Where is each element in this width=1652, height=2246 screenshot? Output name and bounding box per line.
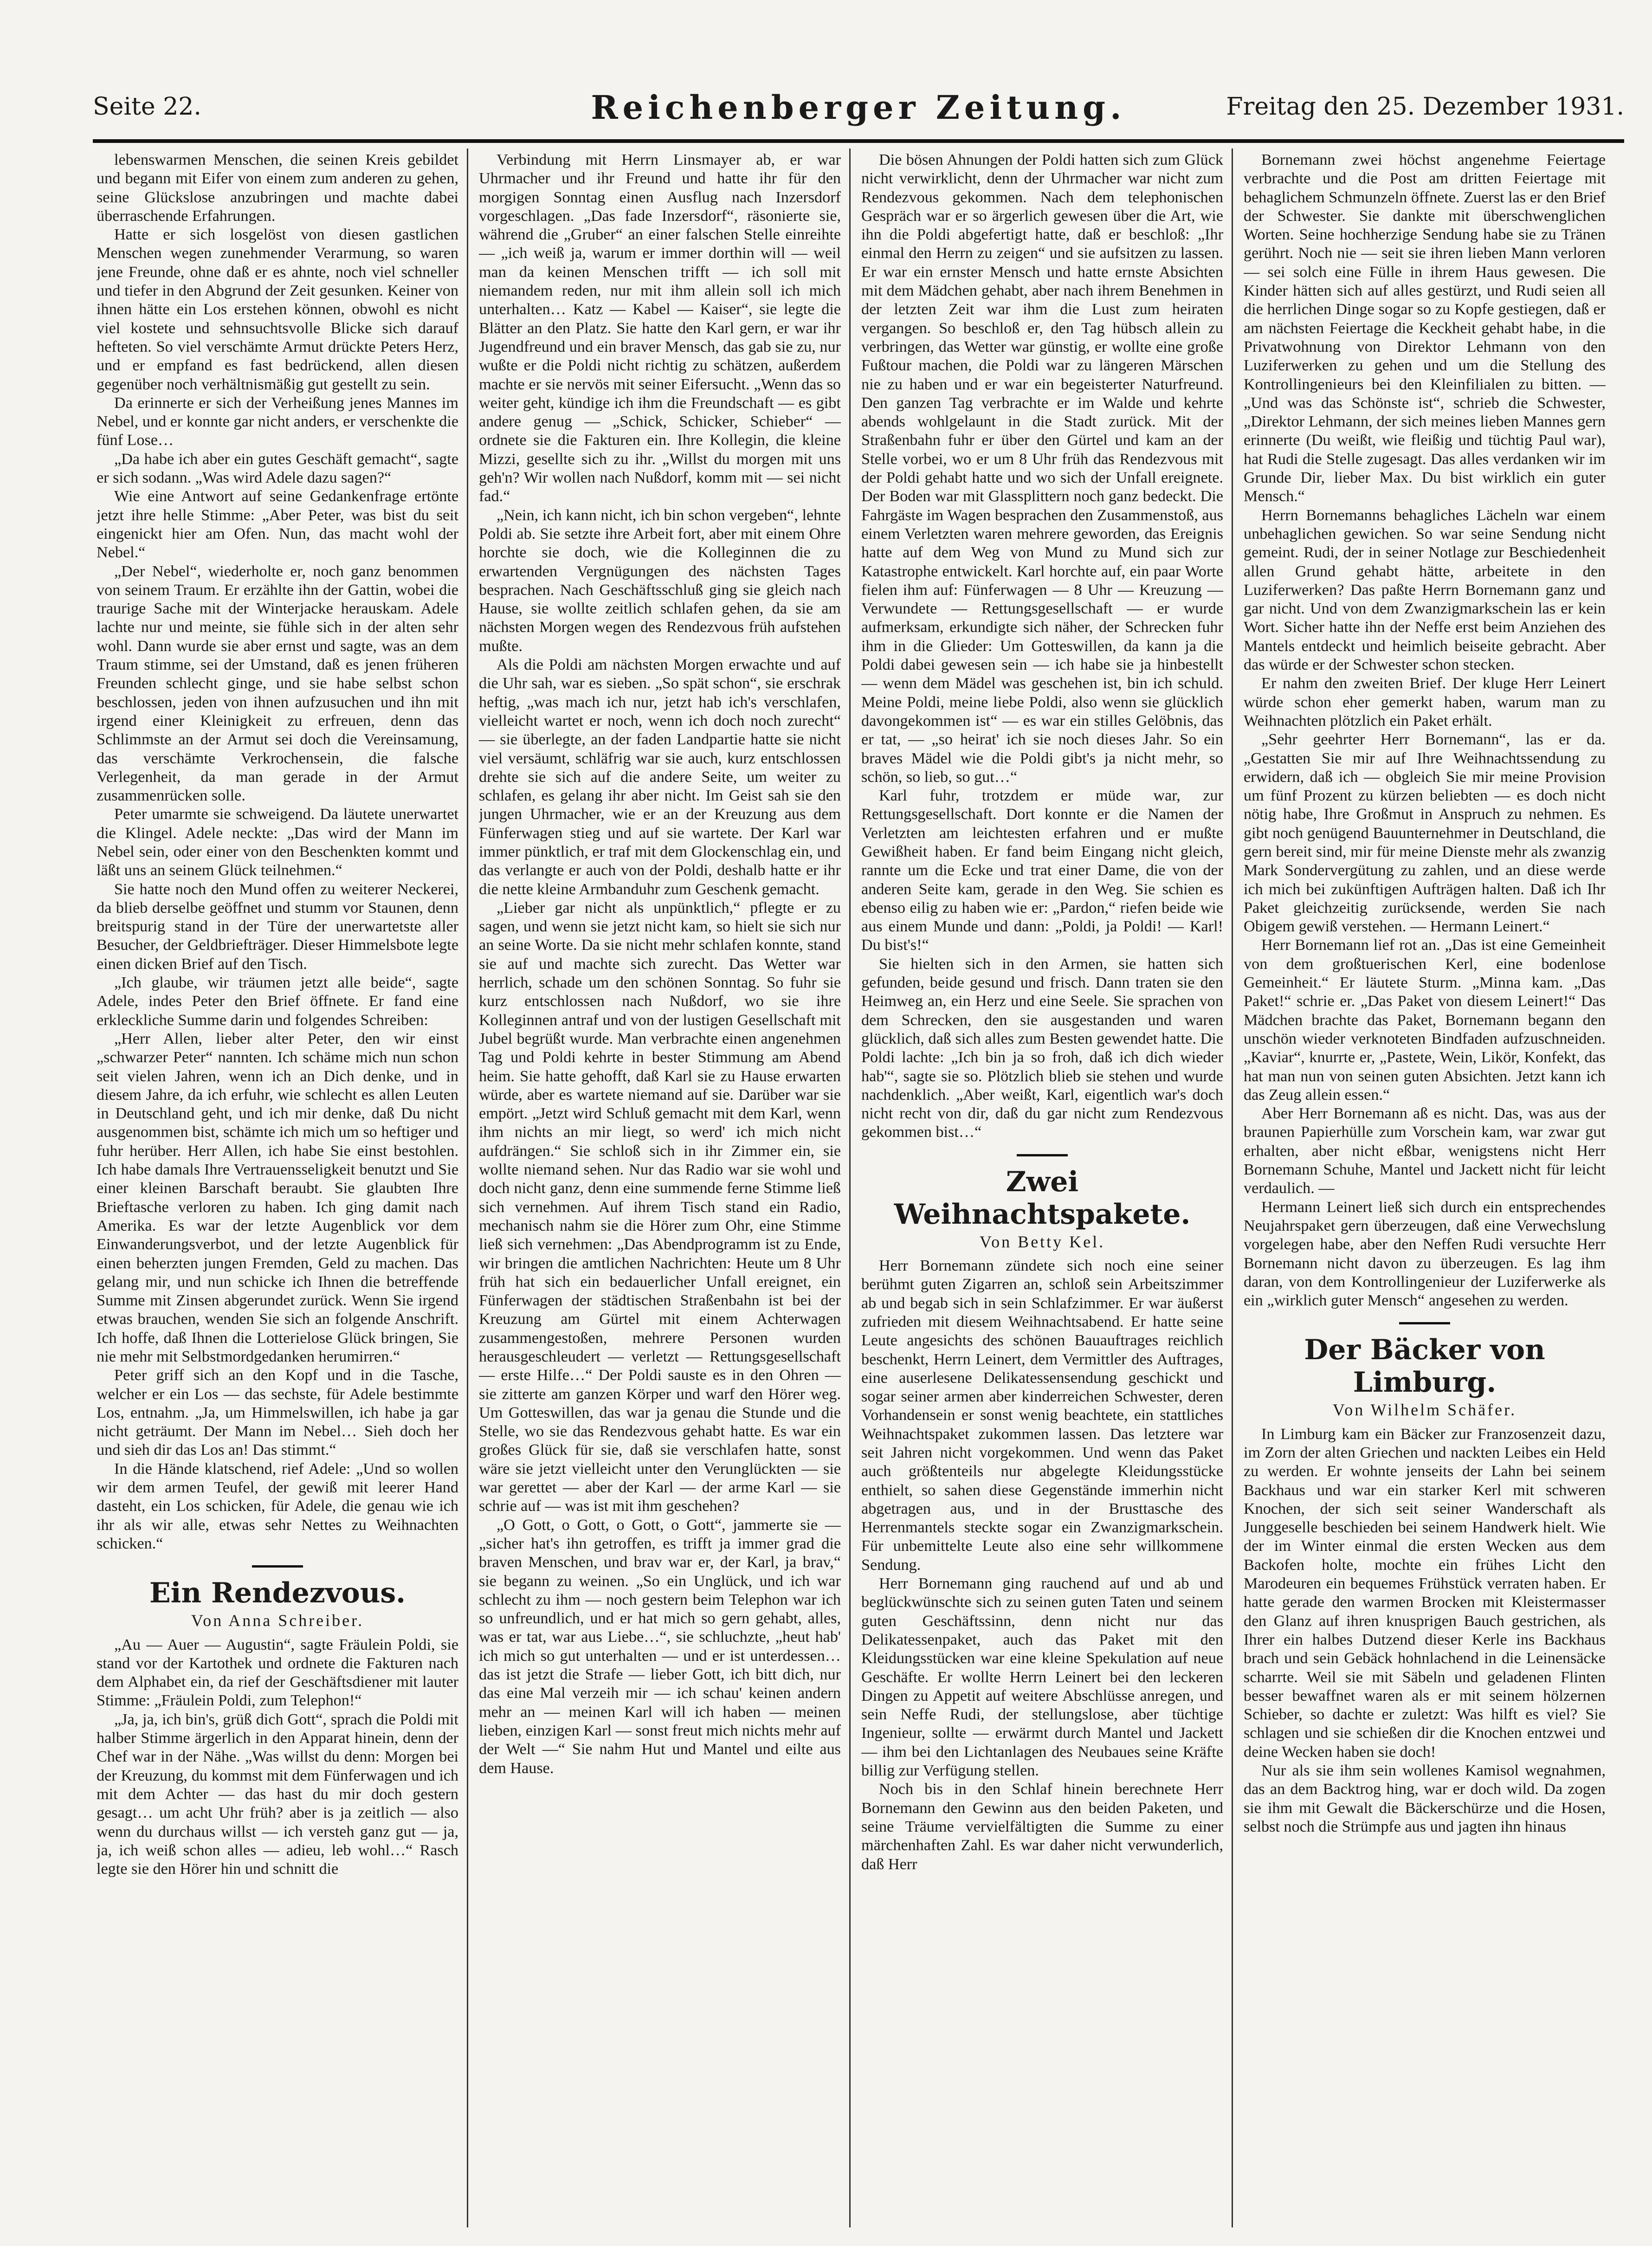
paragraph: „Da habe ich aber ein gutes Geschäft gemacht“, sagte er sich sodann. „Was wird Adele dazu sagen?“ — [97, 450, 458, 487]
paragraph: Sie hatte noch den Mund offen zu weiterer Neckerei, da blieb derselbe geöffnet und stumm vor Staunen, denn breitspurig stand in der Türe der unerwartetste aller Besucher, der Geldbriefträger. Dieser Himmelsbote legte einen dicken Brief auf den Tisch. — [97, 880, 458, 973]
column-4 — [1244, 151, 1606, 2225]
paragraph: Noch bis in den Schlaf hinein berechnete Herr Bornemann den Gewinn aus den beiden Paketen, und seine Träume vervielfältigten die Summe zu einer märchenhaften Zahl. Es war daher nicht verwunderlich, daß Herr — [861, 1781, 1223, 1873]
paragraph: „Nein, ich kann nicht, ich bin schon vergeben“, lehnte Poldi ab. Sie setzte ihre Arbeit fort, aber mit einem Ohre horchte sie doch, wie die Kolleginnen die zu erwartenden Vergnügungen des nächsten Tages besprachen. Nach Geschäftsschluß ging sie gleich nach Hause, sie wollte zeitlich schlafen gehen, da sie am nächsten Morgen wegen des Rendezvous früh aufstehen mußte. — [479, 506, 841, 655]
paragraph: Peter umarmte sie schweigend. Da läutete unerwartet die Klingel. Adele neckte: „Das wird der Mann im Nebel sein, oder einer von den Beschenkten kommt und läßt uns an seinem Glück teilnehmen.“ — [97, 806, 458, 879]
article-separator — [252, 1565, 303, 1568]
paragraph: Hatte er sich losgelöst von diesen gastlichen Menschen wegen zunehmender Verarmung, so waren jene Freunde, ohne daß er es ahnte, noch viel schneller und tiefer in den Abgrund der Zeit gesunken. Keiner von ihnen hätte ein Los erstehen können, obwohl es nicht viel kostete und sehnsuchtsvolle Blicke sich darauf hefteten. So viel verschämte Armut drückte Peters Herz, und er empfand es fast bedrückend, allen diesen gegenüber noch verhältnismäßig gut gestellt zu sein. — [97, 226, 458, 393]
column-2 — [479, 151, 841, 2225]
paragraph: Hermann Leinert ließ sich durch ein entsprechendes Neujahrspaket gern überzeugen, daß eine Verwechslung vorgelegen habe, aber den Neffen Rudi versuchte Herr Bornemann nicht davon zu überzeugen. Es lag ihm daran, von dem Kontrollingenieur der Luziferwerke als ein „wirklich guter Mensch“ angesehen zu werden. — [1244, 1198, 1606, 1310]
paragraph: Als die Poldi am nächsten Morgen erwachte und auf die Uhr sah, war es sieben. „So spät schon“, sie erschrak heftig, „was mach ich nur, jetzt hab ich's verschlafen, vielleicht wartet er noch, wenn ich doch noch zurecht“ — sie überlegte, an der faden Landpartie hatte sie nicht viel versäumt, schläfrig war sie auch, kurz entschlossen drehte sie sich auf die andere Seite, um weiter zu schlafen, es gelang ihr aber nicht. Im Geist sah sie den jungen Uhrmacher, wie er an der Kreuzung aus dem Fünferwagen stieg und auf sie wartete. Der Karl war immer pünktlich, er traf mit dem Glockenschlag ein, und das verlangte er auch von der Poldi, deshalb hatte er ihr die nette kleine Armbanduhr zum Geschenk gemacht. — [479, 656, 841, 898]
paragraph: Da erinnerte er sich der Verheißung jenes Mannes im Nebel, und er konnte gar nicht anders, er verschenkte die fünf Lose… — [97, 394, 458, 449]
page-number: Seite 22. — [93, 93, 201, 121]
paragraph: Herr Bornemann zündete sich noch eine seiner berühmt guten Zigarren an, schloß sein Arbeitszimmer ab und begab sich in sein Schlafzimmer. Er war äußerst zufrieden mit diesem Weihnachtsabend. Er hatte seine Leute angesichts des schönen Bauauftrages reichlich beschenkt, Herrn Leinert, dem Vermittler des Auftrages, eine auserlesene Delikatessensendung geschickt und sogar seiner armen aber kinderreichen Schwester, deren Vorhandensein er sonst wenig beachtete, ein stattliches Weihnachtspaket zukommen lassen. Das letztere war seit Jahren nicht vorgekommen. Und wenn das Paket auch größtenteils nur abgelegte Kleidungsstücke enthielt, so sahen diese Gegenstände immerhin nicht abgetragen aus, und in der Brusttasche des Herrenmantels steckte sogar ein Zwanzigmarkschein. Für unbemittelte Leute also eine sehr willkommene Sendung. — [861, 1257, 1223, 1574]
paragraph: Wie eine Antwort auf seine Gedankenfrage ertönte jetzt ihre helle Stimme: „Aber Peter, was bist du seit eingenickt hier am Ofen. Nun, das macht wohl der Nebel.“ — [97, 488, 458, 562]
paragraph: Die bösen Ahnungen der Poldi hatten sich zum Glück nicht verwirklicht, denn der Uhrmacher war nicht zum Rendezvous gekommen. Nach dem telephonischen Gespräch war er so ärgerlich gewesen über die Art, wie ihn die Poldi abgefertigt hatte, daß er beschloß: „Ihr einmal den Herrn zu zeigen“ und sie aufsitzen zu lassen. Er war ein ernster Mensch und hatte ernste Absichten mit dem Mädchen gehabt, aber nach ihrem Benehmen in der letzten Zeit war ihm die Lust zum heiraten vergangen. So beschloß er, den Tag hübsch allein zu verbringen, das Wetter war günstig, er wollte eine große Fußtour machen, die Poldi war zu längeren Märschen nie zu haben und er war ein begeisterter Naturfreund. Den ganzen Tag verbrachte er im Walde und kehrte abends wohlgelaunt in die Stadt zurück. Mit der Straßenbahn fuhr er über den Gürtel und kam an der Stelle vorbei, wo er um 8 Uhr früh das Rendezvous mit der Poldi gehabt hatte und wo sich der Unfall ereignete. Der Boden war mit Glassplittern noch ganz bedeckt. Die Fahrgäste im Wagen besprachen den Zusammenstoß, aus einem Verletzten waren mehrere geworden, das Ereignis hatte auf dem Weg von Mund zu Mund sich zur Katastrophe entwickelt. Karl horchte auf, ein paar Worte fielen ihm auf: Fünferwagen — 8 Uhr — Kreuzung — Verwundete — Rettungsgesellschaft — er wurde aufmerksam, erkundigte sich näher, der Schrecken fuhr ihm in die Glieder: Um Gotteswillen, da kann ja die Poldi dabei gewesen sein — ich habe sie ja hinbestellt — wenn dem Mädel was geschehen ist, bin ich schuld. Meine Poldi, meine liebe Poldi, also wenn sie glücklich davongekommen ist“ — es war ein stilles Gelöbnis, das er tat, — „so heirat' ich sie noch dieses Jahr. So ein braves Mädel wie die Poldi gibt's ja nicht mehr, so schön, so lieb, so gut…“ — [861, 151, 1223, 786]
column-3 — [861, 151, 1223, 2225]
article-heading: Der Bäcker von Limburg. — [1304, 1334, 1545, 1399]
paragraph: „Der Nebel“, wiederholte er, noch ganz benommen von seinem Traum. Er erzählte ihn der Gattin, wobei die traurige Sache mit der Winterjacke herauskam. Adele lachte nur und meinte, sie fühle sich in der alten sehr wohl. Dann wurde sie aber ernst und sagte, was an dem Traum stimme, sei der Umstand, daß es jenen früheren Freunden schlecht ginge, und sie habe selbst schon beschlossen, jeden von ihnen aufzusuchen und ihn mit irgend einer Kleinigkeit zu erfreuen, denn das Schlimmste an der Armut sei doch die Vereinsamung, das verschämte Verkrochensein, die falsche Verlegenheit, da man gerade in der Armut zusammenrücken solle. — [97, 562, 458, 805]
paragraph: Nur als sie ihm sein wollenes Kamisol wegnahmen, das an dem Backtrog hing, war er doch wild. Da zogen sie ihm mit Gewalt die Bäckerschürze und die Hosen, selbst noch die Strümpfe aus und jagten ihn hinaus — [1244, 1762, 1606, 1835]
paragraph: Karl fuhr, trotzdem er müde war, zur Rettungsgesellschaft. Dort konnte er die Namen der Verletzten am leichtesten erfahren und er mußte Gewißheit haben. Er fand beim Eingang nicht gleich, rannte um die Ecke und trat einer Dame, die von der anderen Seite kam, gerade in den Weg. Sie schien es ebenso eilig zu haben wie er: „Pardon,“ riefen beide wie aus einem Munde und dann: „Poldi, ja Poldi! — Karl! Du bist's!“ — [861, 787, 1223, 954]
column-1 — [97, 151, 458, 2225]
paragraph: Bornemann zwei höchst angenehme Feiertage verbrachte und die Post am dritten Feiertage mit behaglichem Schmunzeln öffnete. Zuerst las er den Brief der Schwester. Sie dankte mit überschwenglichen Worten. Seine hochherzige Sendung habe sie zu Tränen gerührt. Noch nie — seit sie ihren lieben Mann verloren — sei solch eine Fülle in ihrem Haus gewesen. Die Kinder hätten sich auf alles gestürzt, und Rudi seien all die herrlichen Dinge sogar so zu Kopfe gestiegen, daß er am nächsten Feiertage die Keckheit gehabt habe, in die Privatwohnung von Direktor Lehmann von den Luziferwerken zu gehen und um die Stellung des Kontrollingenieurs bei den Kleinfilialen zu bitten. — „Und was das Schönste ist“, schrieb die Schwester, „Direktor Lehmann, der sich meines lieben Mannes gern erinnerte (Du weißt, wie fleißig und tüchtig Paul war), hat Rudi die Stelle zugesagt. Das alles verdanken wir im Grunde Dir, lieber Max. Du bist wirklich ein guter Mensch.“ — [1244, 151, 1606, 505]
paragraph: „Sehr geehrter Herr Bornemann“, las er da. „Gestatten Sie mir auf Ihre Weihnachtssendung zu erwidern, daß ich — obgleich Sie mir meine Provision um fünf Prozent zu kürzen beliebten — es doch nicht nötig habe, Ihre Großmut in Anspruch zu nehmen. Es gibt noch genügend Bauunternehmer in Deutschland, die gern bereit sind, mir für meine Dienste mehr als zwanzig Mark Sondervergütung zu zahlen, und an diese werde ich mich bei zukünftigen Aufträgen halten. Daß ich Ihr Paket gleichzeitig zurücksende, werden Sie nach Obigem gewiß verstehen. — Hermann Leinert.“ — [1244, 731, 1606, 936]
article-separator — [1399, 1322, 1450, 1324]
paragraph: Er nahm den zweiten Brief. Der kluge Herr Leinert würde schon eher gemerkt haben, warum man zu Weihnachten plötzlich ein Paket erhält. — [1244, 675, 1606, 729]
header-rule — [93, 139, 1624, 143]
article-byline: Von Betty Kel. — [979, 1232, 1105, 1251]
column-divider — [1232, 148, 1233, 2227]
paragraph: Aber Herr Bornemann aß es nicht. Das, was aus der braunen Papierhülle zum Vorschein kam, war zwar gut erhalten, aber nicht eßbar, wenigstens nicht Herr Bornemann Schuhe, Mantel und Jackett nicht für leicht verdaulich. — — [1244, 1105, 1606, 1197]
paragraph: „Ja, ja, ich bin's, grüß dich Gott“, sprach die Poldi mit halber Stimme ärgerlich in den Apparat hinein, denn der Chef war in der Nähe. „Was willst du denn: Morgen bei der Kreuzung, du kommst mit dem Fünferwagen und ich mit dem Achter — das hast du mir doch gestern gesagt… um acht Uhr früh? aber is ja zeitlich — also wenn du durchaus willst — ich versteh ganz gut — ja, ja, ich weiß schon alles — adieu, leb wohl…“ Rasch legte sie den Hörer hin und schnitt die — [97, 1710, 458, 1878]
paragraph: „Herr Allen, lieber alter Peter, den wir einst „schwarzer Peter“ nannten. Ich schäme mich nun schon seit vielen Jahren, wenn ich an Dich denke, und in diesem Jahre, da ich erfuhr, wie schlecht es allen Leuten in Deutschland geht, und ich mir denke, daß Du nicht ausgenommen bist, schämte ich mich um so heftiger und fuhr herüber. Herr Allen, ich habe Sie einst bestohlen. Ich habe damals Ihre Vertrauensseligkeit benutzt und Sie einer kleinen Barschaft beraubt. Sie glaubten Ihre Brieftasche verloren zu haben. Ich ging damit nach Amerika. Es war der letzte Augenblick vor dem Einwanderungsverbot, und der letzte Augenblick für einen beherzten jungen Fremden, Geld zu machen. Das gelang mir, und nun schicke ich Ihnen die betreffende Summe mit Zinsen abgerundet zurück. Wenn Sie irgend etwas brauchen, wenden Sie sich an folgende Anschrift. Ich hoffe, daß Ihnen die Lotterielose Glück bringen, Sie nie mehr mit Selbstmordgedanken herumirren.“ — [97, 1030, 458, 1365]
article-byline: Von Anna Schreiber. — [191, 1611, 364, 1630]
article-separator — [1017, 1154, 1068, 1156]
issue-date: Freitag den 25. Dezember 1931. — [1226, 93, 1624, 121]
paragraph: „O Gott, o Gott, o Gott, o Gott“, jammerte sie — „sicher hat's ihn getroffen, es trifft ja immer grad die braven Menschen, und brav war er, der Karl, ja brav,“ sie begann zu weinen. „So ein Unglück, und ich war schlecht zu ihm — noch gestern beim Telephon war ich so unfreundlich, und er hat mich so gern gehabt, alles, was er tat, war aus Liebe…“, sie schluchzte, „heut hab' ich mich so gut unterhalten — und er ist unterdessen… das ist jetzt die Strafe — lieber Gott, ich bitt dich, nur das eine Mal verzeih mir — ich schau' keinen andern mehr an — meinen Karl will ich haben — meinen lieben, einzigen Karl — sonst freut mich nichts mehr auf der Welt —“ Sie nahm Hut und Mantel und eilte aus dem Hause. — [479, 1516, 841, 1777]
paragraph: Herr Bornemann ging rauchend auf und ab und beglückwünschte sich zu seinen guten Taten und seinem guten Geschäftssinn, denn nicht nur das Delikatessenpaket, auch das Paket mit den Kleidungsstücken war eine kleine Spekulation auf neue Geschäfte. Er wollte Herrn Leinert bei den leckeren Dingen zu Appetit auf weitere Abschlüsse anregen, und sein Neffe Rudi, der stellungslose, aber tüchtige Ingenieur, sollte — erwärmt durch Mantel und Jackett — ihm bei den Lichtanlagen des Neubaues seine Kräfte billig zur Verfügung stellen. — [861, 1575, 1223, 1780]
article-byline: Von Wilhelm Schäfer. — [1332, 1401, 1517, 1420]
paragraph: „Lieber gar nicht als unpünktlich,“ pflegte er zu sagen, und wenn sie jetzt nicht kam, so hielt sie sich nur an seine Worte. Da sie nicht mehr schlafen konnte, stand sie auf und machte sich zurecht. Das Wetter war herrlich, schade um den schönen Sonntag. So fuhr sie kurz entschlossen nach Nußdorf, wo sie ihre Kolleginnen antraf und von der lustigen Gesellschaft mit Jubel begrüßt wurde. Man verbrachte einen angenehmen Tag und Poldi kehrte in bester Stimmung am Abend heim. Sie hatte gehofft, daß Karl sie zu Hause erwarten würde, aber es wartete niemand auf sie. Darüber war sie empört. „Jetzt wird Schluß gemacht mit dem Karl, wenn ihm nichts an mir liegt, so werd' ich mich nicht aufdrängen.“ Sie schloß sich in ihr Zimmer ein, sie wollte niemand sehen. Nur das Radio war sie wohl und doch nicht ganz, denn eine summende ferne Stimme ließ sich vernehmen. Auf ihrem Tisch stand ein Radio, mechanisch nahm sie die Hörer zum Ohr, eine Stimme ließ sich vernehmen: „Das Abendprogramm ist zu Ende, wir bringen die amtlichen Nachrichten: Heute um 8 Uhr früh hat sich ein bedauerlicher Unfall ereignet, ein Fünferwagen der städtischen Straßenbahn ist bei der Kreuzung am Gürtel mit einem Achterwagen zusammengestoßen, mehrere Personen wurden herausgeschleudert — verletzt — Rettungsgesellschaft — erste Hilfe…“ Der Poldi sauste es in den Ohren — sie zitterte am ganzen Körper und warf den Hörer weg. Um Gotteswillen, das war ja genau die Stunde und die Stelle, wo sie das Rendezvous gehabt hatte. Es war ein großes Glück für sie, daß sie verschlafen hatte, sonst wäre sie jetzt vielleicht unter den Verunglückten — sie war gerettet — aber der Karl — der arme Karl — sie schrie auf — was ist mit ihm geschehen? — [479, 899, 841, 1515]
article-heading: Zwei Weihnachtspakete. — [894, 1165, 1191, 1231]
column-divider — [849, 148, 851, 2227]
column-divider — [467, 148, 468, 2227]
paragraph: Herrn Bornemanns behagliches Lächeln war einem unbehaglichen gewichen. So war seine Sendung nicht gemeint. Rudi, der in seiner Notlage zur Beschiedenheit allen Grund gehabt hätte, arbeitete in den Luziferwerken? Das paßte Herrn Bornemann ganz und gar nicht. Und von dem Zwanzigmarkschein las er kein Wort. Sicher hatte ihn der Neffe erst beim Anziehen des Mantels entdeckt und heimlich beiseite gebracht. Aber das würde er der Schwester schon stecken. — [1244, 506, 1606, 674]
paragraph: In die Hände klatschend, rief Adele: „Und so wollen wir dem armen Teufel, der gewiß mit leerer Hand dasteht, ein Los schicken, für Adele, die genau wie ich ihr als wir alle, etwas sehr Nettes zu Weihnachten schicken.“ — [97, 1460, 458, 1552]
article-heading: Ein Rendezvous. — [149, 1577, 406, 1610]
paragraph: Verbindung mit Herrn Linsmayer ab, er war Uhrmacher und ihr Freund und hatte ihr für den morgigen Sonntag einen Ausflug nach Inzersdorf vorgeschlagen. „Das fade Inzersdorf“, räsonierte sie, während die „Gruber“ an einer falschen Stelle einreihte — „ich weiß ja, warum er immer dorthin will — weil man da keinen Menschen trifft — ich soll mit niemandem reden, nur mit ihm allein soll ich mich unterhalten… Katz — Kabel — Kaiser“, sie legte die Blätter an den Platz. Sie hatte den Karl gern, er war ihr Jugendfreund und ein braver Mensch, das gab sie zu, nur wußte er die Poldi nicht richtig zu schätzen, außerdem machte er sie nervös mit seiner Eifersucht. „Wenn das so weiter geht, kündige ich ihm die Freundschaft — es gibt andere genug — „Schick, Schicker, Schieber“ — ordnete sie die Fakturen ein. Ihre Kollegin, die kleine Mizzi, gesellte sich zu ihr. „Willst du morgen mit uns geh'n? Wir wollen nach Nußdorf, komm mit — sei nicht fad.“ — [479, 151, 841, 505]
paragraph: „Au — Auer — Augustin“, sagte Fräulein Poldi, sie stand vor der Kartothek und ordnete die Fakturen nach dem Alphabet ein, da rief der Geschäftsdiener mit lauter Stimme: „Fräulein Poldi, zum Telephon!“ — [97, 1636, 458, 1710]
paragraph: „Ich glaube, wir träumen jetzt alle beide“, sagte Adele, indes Peter den Brief öffnete. Er fand eine erkleckliche Summe darin und folgendes Schreiben: — [97, 974, 458, 1029]
paragraph: Herr Bornemann lief rot an. „Das ist eine Gemeinheit von dem großtuerischen Kerl, eine bodenlose Gemeinheit.“ Er läutete Sturm. „Minna kam. „Das Paket!“ schrie er. „Das Paket von diesem Leinert!“ Das Mädchen brachte das Paket, Bornemann begann den unschön wieder verknoteten Bindfaden aufzuschneiden. „Kaviar“, knurrte er, „Pastete, Wein, Likör, Konfekt, das hat man nun von seinen guten Absichten. Jetzt kann ich das Zeug allein essen.“ — [1244, 936, 1606, 1104]
paragraph: In Limburg kam ein Bäcker zur Franzosenzeit dazu, im Zorn der alten Griechen und nackten Leibes ein Held zu werden. Er wohnte jenseits der Lahn bei seinem Backhaus und war ein starker Kerl mit schweren Knochen, der sich seit seiner Wanderschaft als Junggeselle beschieden bei seinem Handwerk hielt. Wie der im Winter einmal die ersten Wecken aus dem Backofen holte, mochte ein frühes Licht den Marodeuren ein bequemes Frühstück verraten haben. Er hatte gerade den warmen Brocken mit Kleistermasser den Glanz auf ihren knusprigen Bauch gestrichen, als Ihrer ein halbes Dutzend dieser Kerle ins Backhaus brach und sein Gebäck hohnlachend in die Leinensäcke scharrte. Weil sie mit Säbeln und geladenen Flinten besser bewaffnet waren als er mit seinem hölzernen Schieber, so dachte er zuletzt: Was hilft es viel? Sie schlagen und sie schießen dir die Knochen entzwei und deine Wecken haben sie doch! — [1244, 1425, 1606, 1761]
paragraph: Peter griff sich an den Kopf und in die Tasche, welcher er ein Los — das sechste, für Adele bestimmte Los, entnahm. „Ja, um Himmelswillen, ich habe ja gar nicht geträumt. Der Mann im Nebel… Sieh doch her und sieh dir das Los an! Das stimmt.“ — [97, 1367, 458, 1459]
paragraph: Sie hielten sich in den Armen, sie hatten sich gefunden, beide gesund und frisch. Dann traten sie den Heimweg an, ein Herz und eine Seele. Sie sprachen von dem Schrecken, den sie ausgestanden und waren glücklich, daß sich alles zum Besten gewendet hatte. Die Poldi lachte: „Ich bin ja so froh, daß ich dich wieder hab'“, sagte sie so. Plötzlich blieb sie stehen und wurde nachdenklich. „Aber weißt, Karl, eigentlich war's doch nicht recht von dir, daß du gar nicht zum Rendezvous gekommen bist…“ — [861, 955, 1223, 1141]
masthead — [93, 88, 1624, 139]
paragraph: lebenswarmen Menschen, die seinen Kreis gebildet und begann mit Eifer von einem zum anderen zu gehen, seine Glückslose anzubringen und machte dabei überraschende Erfahrungen. — [97, 151, 458, 225]
newspaper-title: Reichenberger Zeitung. — [591, 88, 1126, 127]
